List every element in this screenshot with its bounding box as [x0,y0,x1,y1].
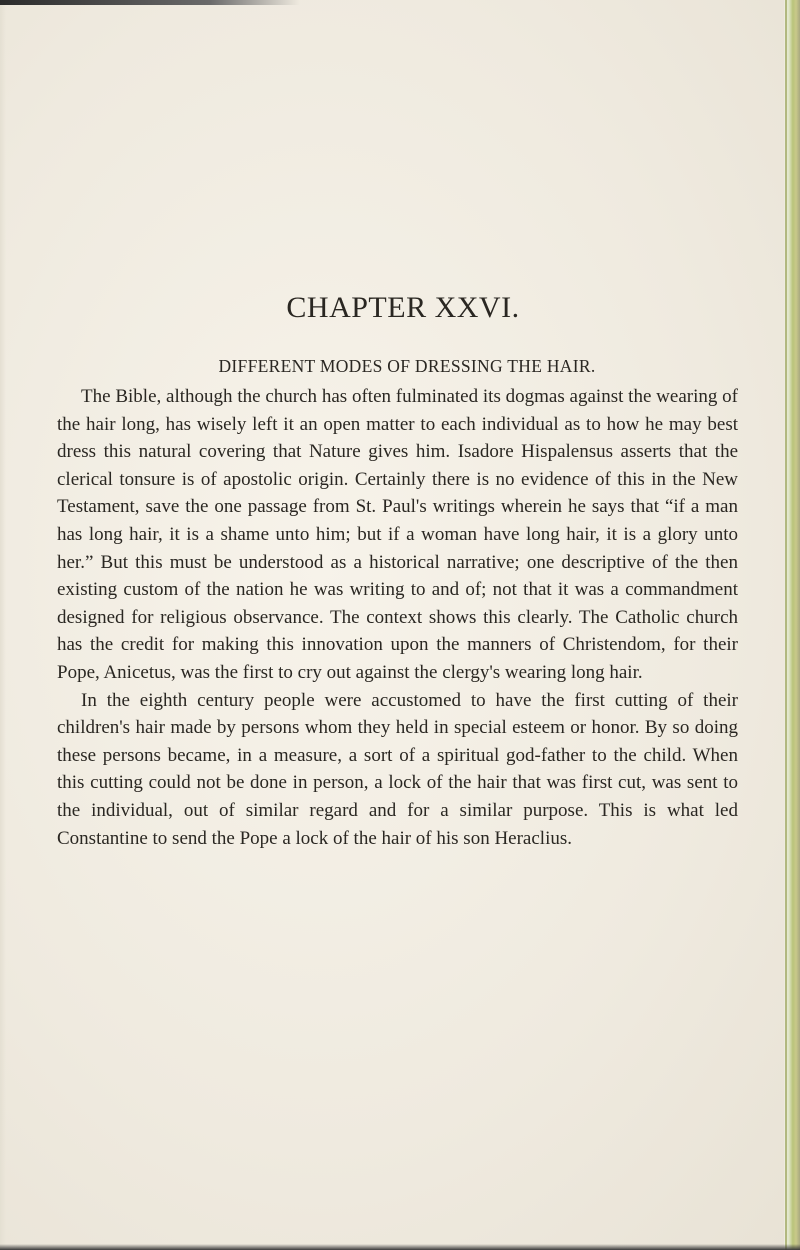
chapter-subtitle: DIFFERENT MODES OF DRESSING THE HAIR. [218,356,596,376]
paragraph: The Bible, although the church has often fulminated its dogmas against the wearing of the hair long, has wisely left it an open matter to each individual as to how he may best dress this natural covering that Nature gives him. Isadore Hispalensus asserts that the clerical tonsure is of apostolic origin. Certainly there is no evidence of this in the New Testament, save the one passage from St. Paul's writings wherein he says that “if a man has long hair, it is a shame unto him; but if a woman have long hair, it is a glory unto her.” But this must be understood as a historical narrative; one descriptive of the then existing custom of the nation he was writing to and of; not that it was a commandment designed for religious observance. The context shows this clearly. The Catholic church has the credit for making this innovation upon the manners of Christendom, for their Pope, Anicetus, was the first to cry out against the clergy's wearing long hair. [57,386,738,683]
chapter-title: CHAPTER XXVI. [286,291,520,324]
chapter-body [57,383,738,852]
page-top-edge-shadow [0,0,300,5]
page-right-edge-line [785,0,787,1250]
paragraph: In the eighth century people were accustomed to have the first cutting of their children's hair made by persons whom they held in special esteem or honor. By so doing these persons became, in a measure, a sort of a spiritual god-father to the child. When this cutting could not be done in person, a lock of the hair that was first cut, was sent to the individual, out of similar regard and for a similar purpose. This is what led Constantine to send the Pope a lock of the hair of his son Heraclius. [57,689,738,849]
page-left-edge [0,0,6,1250]
page-bottom-edge-shadow [0,1244,800,1250]
